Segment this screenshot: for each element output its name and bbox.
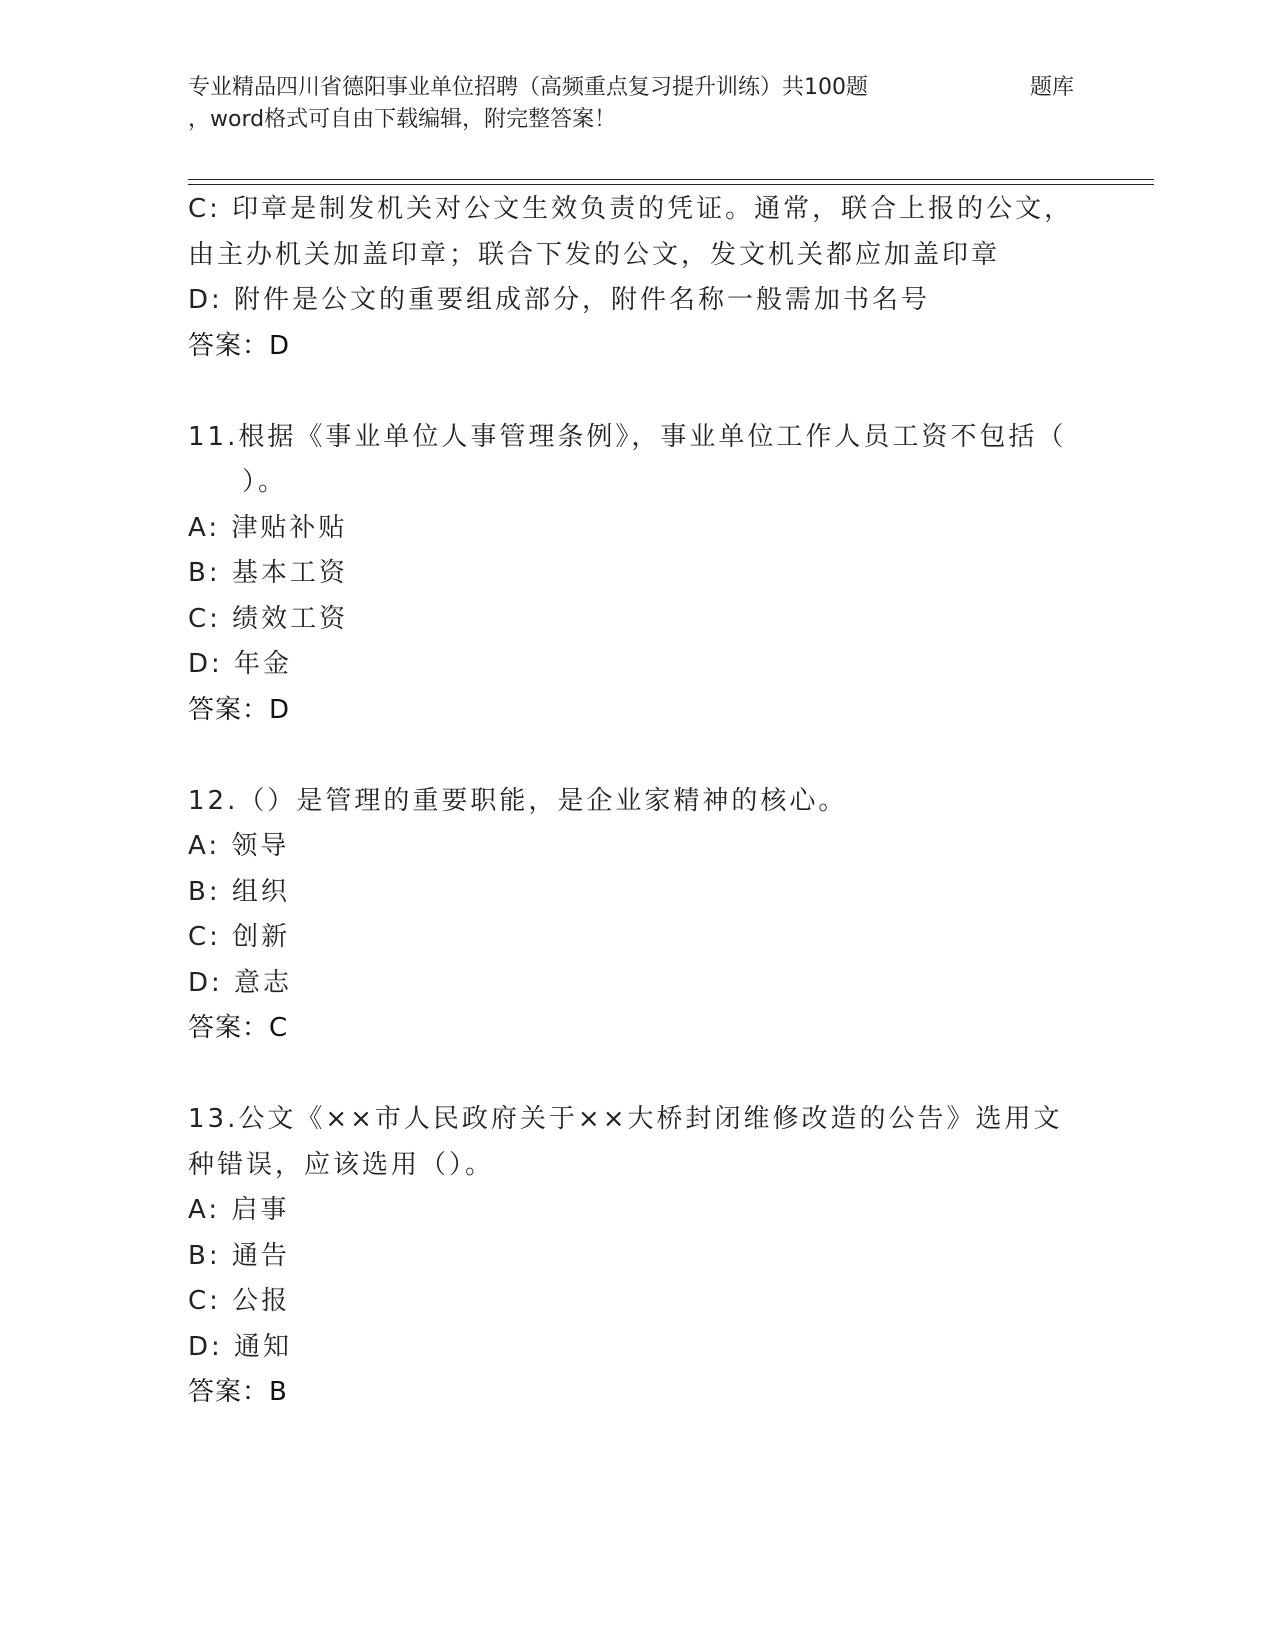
option-c: C: 创新 — [188, 922, 291, 952]
option-line: C: 印章是制发机关对公文生效负责的凭证。通常，联合上报的公文， — [188, 194, 1074, 224]
option-d: D: 意志 — [188, 967, 293, 998]
header-title-line-1 — [188, 72, 1088, 104]
option-d: D: 年金 — [188, 649, 293, 679]
header-title: 专业精品四川省德阳事业单位招聘（高频重点复习提升训练）共100题 — [188, 75, 868, 100]
header-tag: 题库 — [1030, 75, 1075, 100]
question-stem: 11.根据《事业单位人事管理条例》，事业单位工作人员工资不包括（ — [188, 421, 1067, 452]
answer-line: 答案：D — [188, 330, 291, 361]
option-b: B: 基本工资 — [188, 558, 348, 588]
question-13 — [188, 1097, 1088, 1416]
header-title-line-2: ，word格式可自由下载编辑，附完整答案！ — [188, 107, 617, 132]
option-line: D: 附件是公文的重要组成部分，附件名称一般需加书名号 — [188, 285, 931, 315]
answer-line: 答案：C — [188, 1013, 289, 1043]
option-a: A: 领导 — [188, 831, 290, 861]
option-d: D: 通知 — [188, 1331, 293, 1362]
question-12 — [188, 779, 1088, 1052]
header-divider-bottom — [188, 184, 1154, 185]
option-b: B: 通告 — [188, 1240, 290, 1271]
question-stem: 12.（）是管理的重要职能，是企业家精神的核心。 — [188, 785, 848, 816]
question-stem: 13.公文《××市人民政府关于××大桥封闭维修改造的公告》选用文 — [188, 1104, 1063, 1134]
spacer — [188, 733, 1088, 779]
document-body — [188, 187, 1088, 1416]
question-stem-continuation: ）。 — [242, 467, 288, 497]
page-header — [188, 72, 1088, 136]
option-b: B: 组织 — [188, 876, 290, 907]
spacer — [188, 369, 1088, 415]
question-11 — [188, 415, 1088, 734]
answer-line: 答案：B — [188, 1377, 288, 1407]
spacer — [188, 1052, 1088, 1098]
question-stem-continuation: 种错误，应该选用（）。 — [188, 1149, 495, 1180]
answer-line: 答案：D — [188, 694, 291, 725]
option-c: C: 公报 — [188, 1286, 291, 1316]
option-line: 由主办机关加盖印章；联合下发的公文，发文机关都应加盖印章 — [188, 239, 1001, 270]
option-c: C: 绩效工资 — [188, 603, 349, 634]
option-a: A: 津贴补贴 — [188, 512, 348, 543]
option-a: A: 启事 — [188, 1195, 290, 1225]
previous-question-tail — [188, 187, 1088, 369]
header-divider-top — [188, 179, 1154, 180]
